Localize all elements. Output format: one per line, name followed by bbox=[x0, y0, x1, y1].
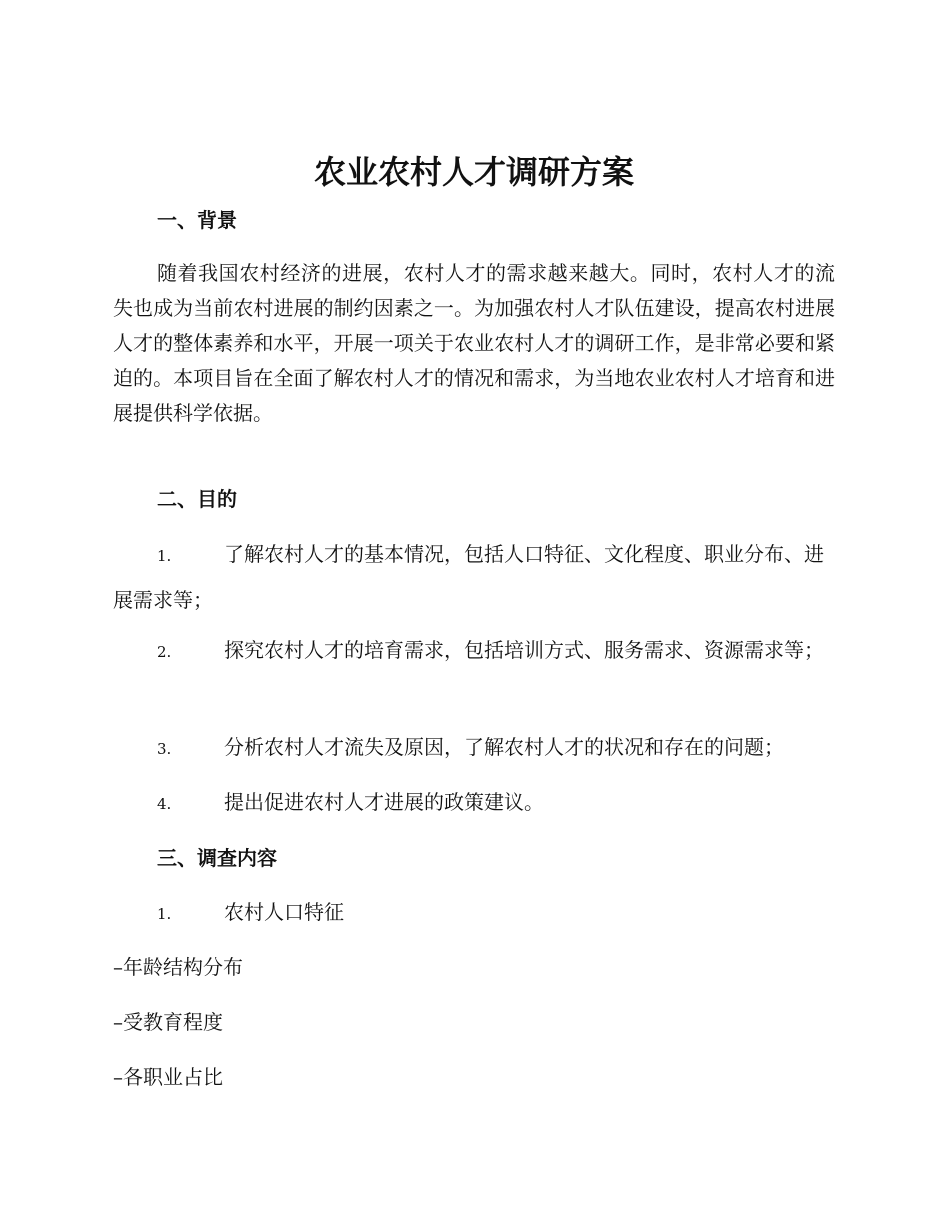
list-text: 分析农村人才流失及原因，了解农村人才的状况和存在的问题； bbox=[224, 735, 784, 759]
list-number: 1. bbox=[157, 905, 172, 923]
section-heading-survey-content: 三、调查内容 bbox=[157, 846, 277, 870]
purpose-item bbox=[113, 725, 835, 771]
list-number: 4. bbox=[157, 795, 172, 813]
list-text: 了解农村人才的基本情况，包括人口特征、文化程度、职业分布、进展需求等； bbox=[113, 542, 824, 612]
list-text: 农村人口特征 bbox=[224, 900, 344, 924]
document-title: 农业农村人才调研方案 bbox=[313, 153, 634, 191]
section-heading-background: 一、背景 bbox=[157, 208, 237, 232]
purpose-item bbox=[113, 532, 835, 622]
list-text: 探究农村人才的培育需求，包括培训方式、服务需求、资源需求等； bbox=[224, 638, 824, 662]
list-number: 1. bbox=[157, 547, 172, 565]
purpose-item bbox=[113, 780, 835, 826]
list-number: 3. bbox=[157, 740, 172, 758]
survey-subitem: –各职业占比 bbox=[113, 1065, 223, 1089]
list-text: 提出促进农村人才进展的政策建议。 bbox=[224, 790, 544, 814]
purpose-item bbox=[113, 628, 835, 674]
survey-subitem: –年龄结构分布 bbox=[113, 955, 243, 979]
survey-subitem: –受教育程度 bbox=[113, 1010, 223, 1034]
section-heading-purpose: 二、目的 bbox=[157, 487, 237, 511]
list-number: 2. bbox=[157, 643, 172, 661]
survey-item bbox=[113, 890, 835, 936]
background-paragraph: 随着我国农村经济的进展，农村人才的需求越来越大。同时，农村人才的流失也成为当前农村进展的制约因素之一。为加强农村人才队伍建设，提高农村进展人才的整体素养和水平，开展一项关于农业农村人才的调研工作，是非常必要和紧迫的。本项目旨在全面了解农村人才的情况和需求，为当地农业农村人才培育和进展提供科学依据。 bbox=[113, 261, 835, 425]
